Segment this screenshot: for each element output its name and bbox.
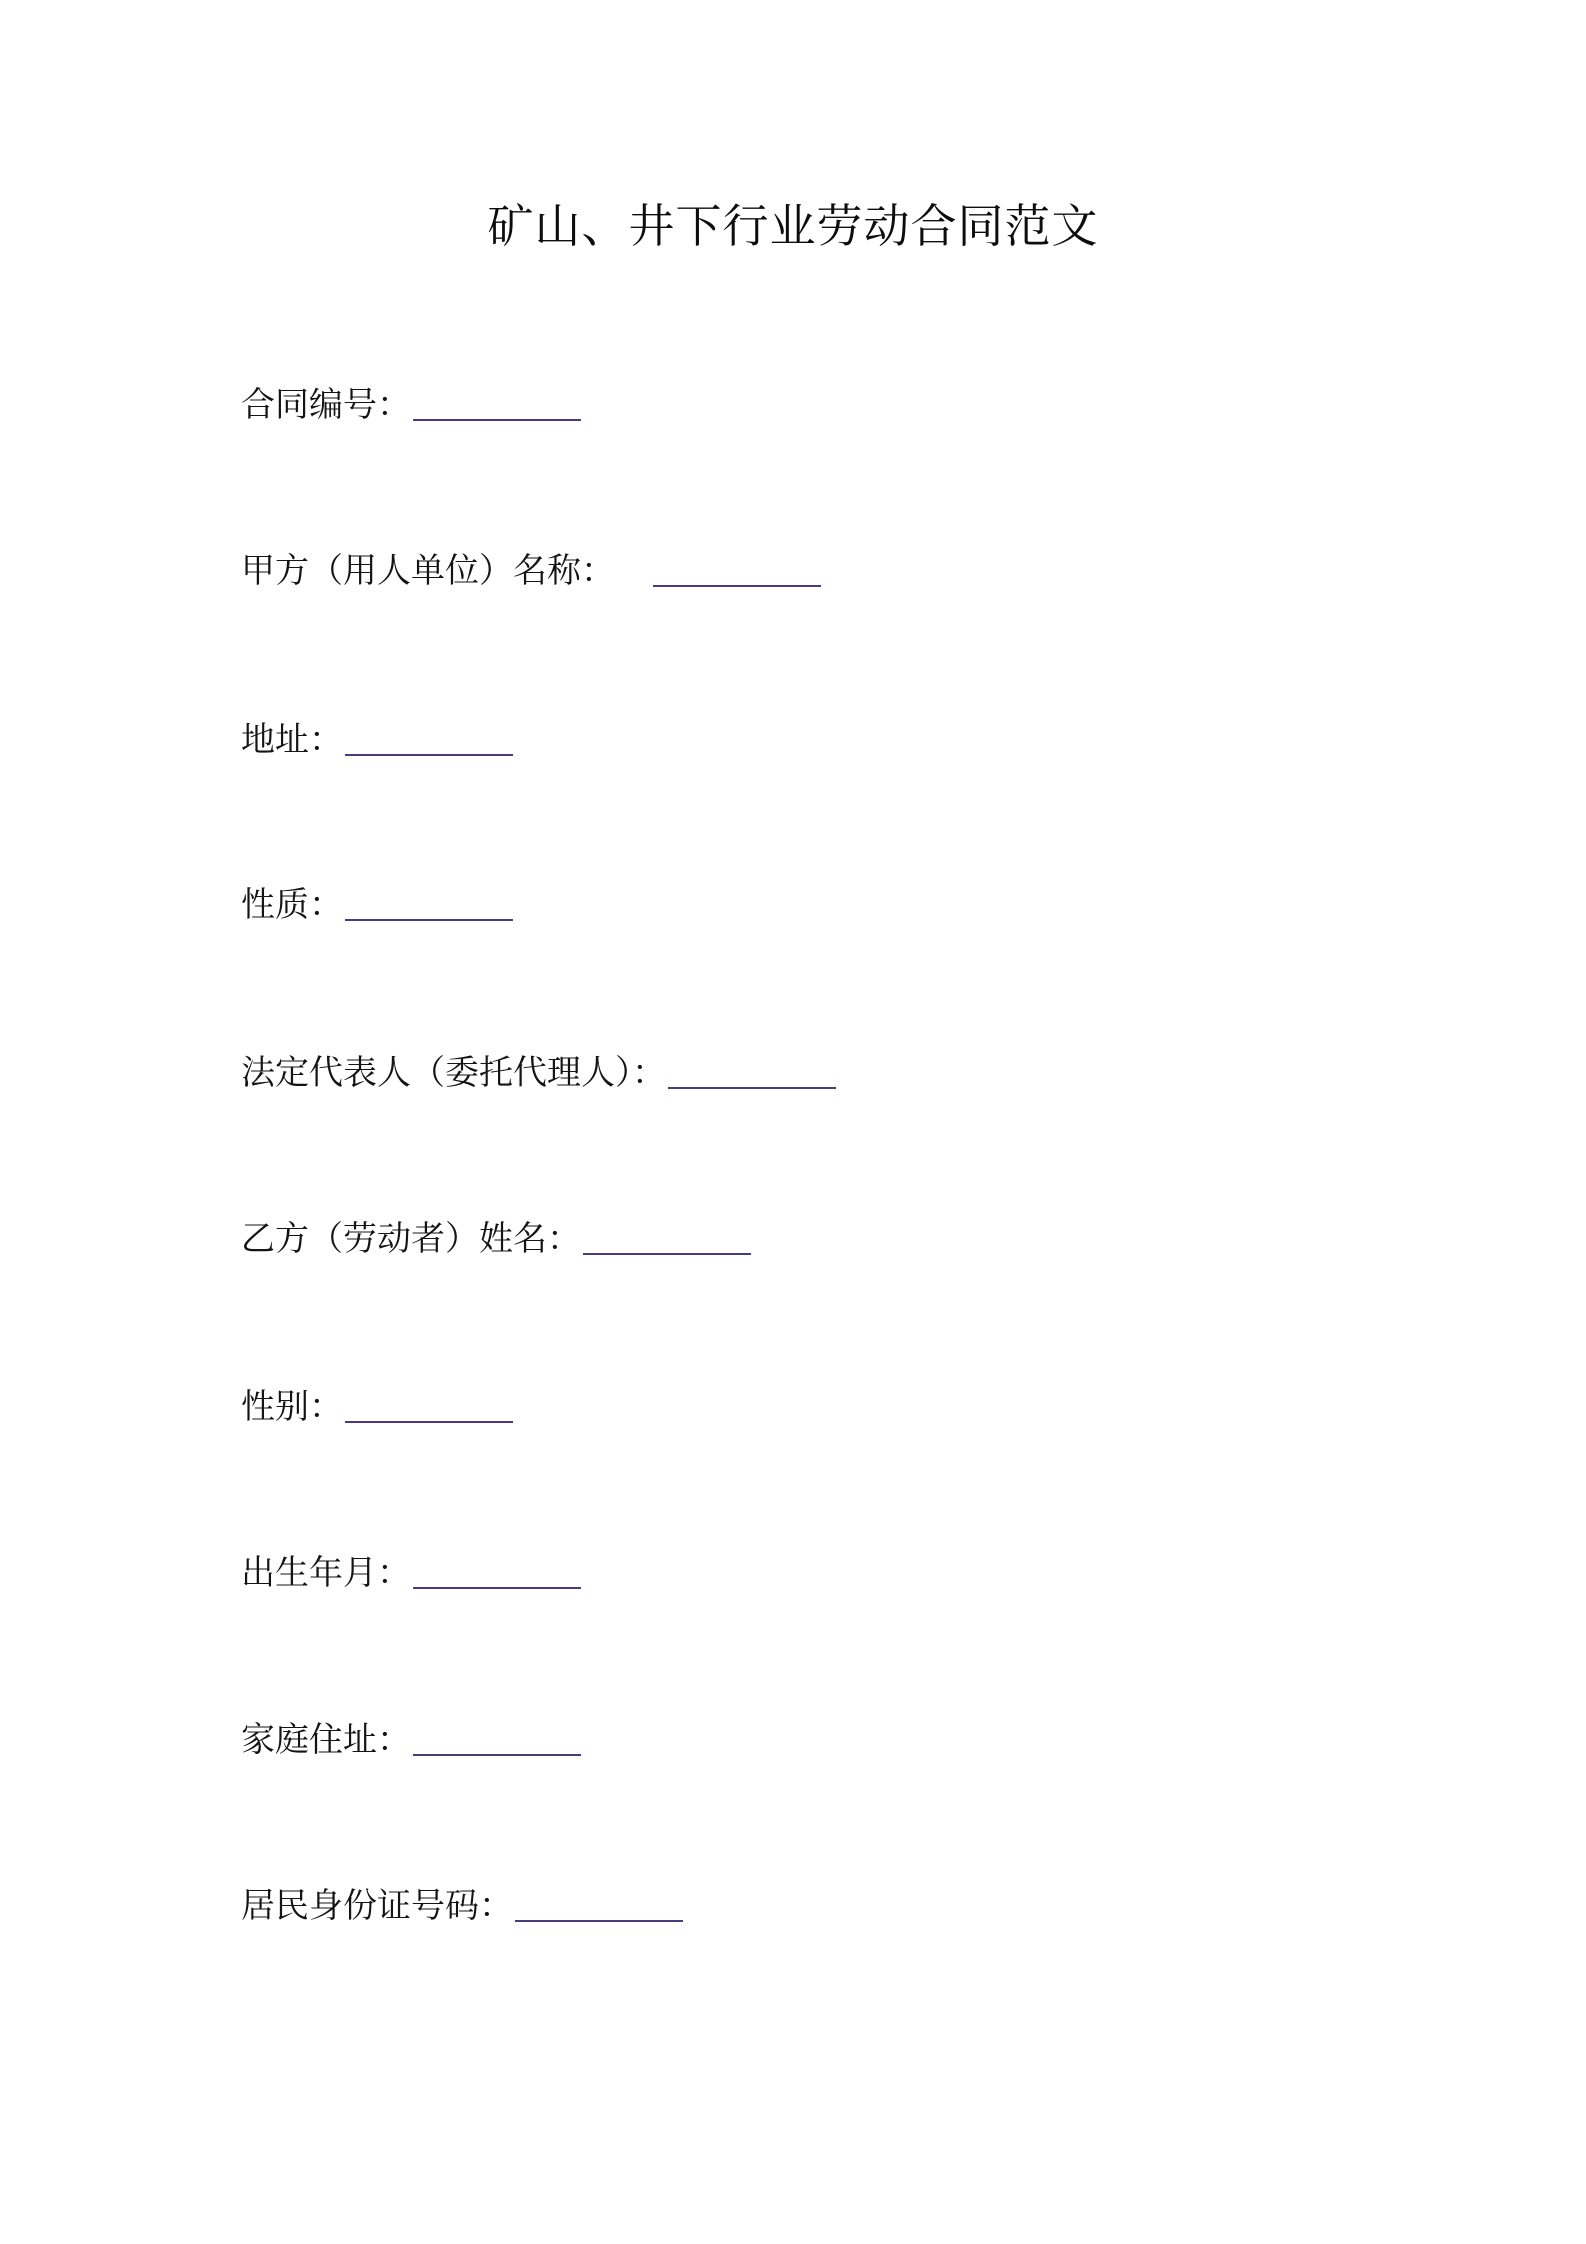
home-address-blank[interactable] [413, 1754, 581, 1756]
birth-date-label: 出生年月： [241, 1553, 411, 1593]
nature-field [241, 880, 513, 930]
party-a-name-label: 甲方（用人单位）名称： [241, 551, 615, 591]
home-address-label: 家庭住址： [241, 1720, 411, 1760]
gender-blank[interactable] [345, 1421, 513, 1423]
contract-number-field [241, 380, 581, 430]
address-field [241, 715, 513, 765]
party-b-name-label: 乙方（劳动者）姓名： [241, 1219, 581, 1259]
party-b-name-field [241, 1214, 751, 1264]
address-blank[interactable] [345, 754, 513, 756]
address-label: 地址： [241, 720, 343, 760]
party-a-name-field [241, 546, 821, 596]
legal-representative-field [241, 1048, 836, 1098]
party-a-name-blank[interactable] [653, 585, 821, 587]
birth-date-blank[interactable] [413, 1587, 581, 1589]
legal-representative-blank[interactable] [668, 1087, 836, 1089]
contract-number-label: 合同编号： [241, 385, 411, 425]
nature-blank[interactable] [345, 919, 513, 921]
contract-number-blank[interactable] [413, 419, 581, 421]
gender-field [241, 1382, 513, 1432]
legal-representative-label: 法定代表人（委托代理人）： [241, 1053, 666, 1093]
id-number-blank[interactable] [515, 1920, 683, 1922]
id-number-field [241, 1881, 683, 1931]
document-title: 矿山、井下行业劳动合同范文 [487, 199, 1099, 253]
birth-date-field [241, 1548, 581, 1598]
gender-label: 性别： [241, 1387, 343, 1427]
nature-label: 性质： [241, 885, 343, 925]
party-b-name-blank[interactable] [583, 1253, 751, 1255]
home-address-field [241, 1715, 581, 1765]
id-number-label: 居民身份证号码： [241, 1886, 513, 1926]
